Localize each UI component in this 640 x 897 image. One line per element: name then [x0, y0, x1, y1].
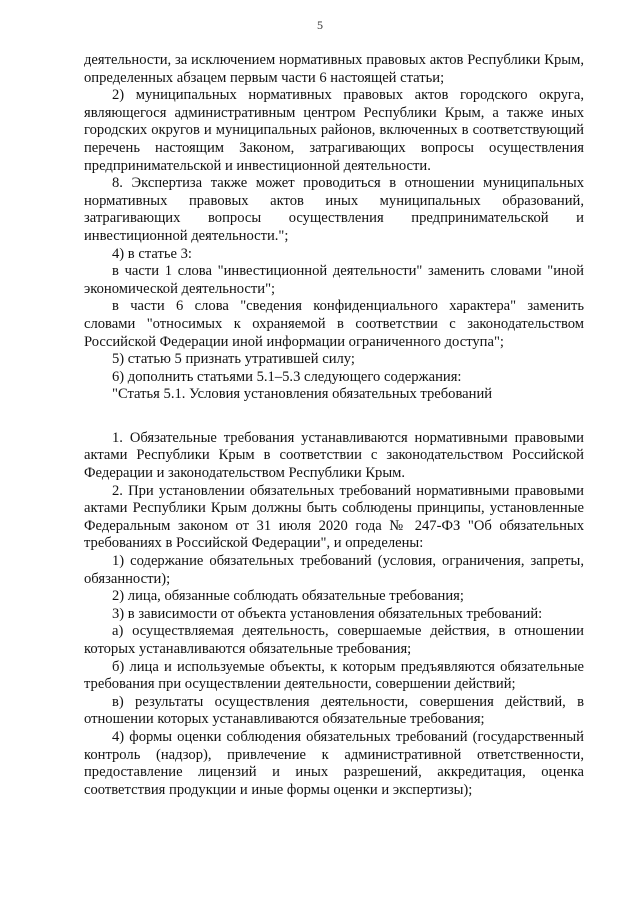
list-subitem-a: а) осуществляемая деятельность, совершаемые действия, в отношении которых устанавливаются обязательные требования; [84, 623, 584, 657]
article-5-1-heading: "Статья 5.1. Условия установления обязательных требований [112, 386, 493, 403]
paragraph-article-3: 4) в статье 3: [112, 245, 192, 262]
document-body [84, 52, 584, 799]
list-subitem-v: в) результаты осуществления деятельности, совершения действий, в отношении которых устанавливаются обязательные требования; [84, 693, 584, 728]
paragraph-point-8: 8. Экспертиза также может проводиться в отношении муниципальных нормативных правовых актов иных муниципальных образований, затрагивающих вопросы осуществления предпринимательской и инвестиционной деятельности."; [84, 175, 584, 244]
paragraph-part-6: в части 6 слова "сведения конфиденциального характера" заменить словами "относимых к охраняемой в соответствии с законодательством Российской Федерации иной информации ограниченного доступа"; [84, 298, 584, 350]
paragraph-part-1: в части 1 слова "инвестиционной деятельности" заменить словами "иной экономической деятельности"; [84, 263, 584, 297]
paragraph-item-2: 2) муниципальных нормативных правовых актов городского округа, являющегося административным центром Республики Крым, а также иных городских округов и муниципальных районов, включенных в соответствующий перечень настоящим Законом, затрагивающих вопросы осуществления предпринимательской и инвестиционной деятельности. [84, 87, 584, 174]
spacer [84, 404, 584, 430]
list-item-content: 1) содержание обязательных требований (условия, ограничения, запреты, обязанности); [84, 553, 584, 587]
paragraph-article-5: 5) статью 5 признать утратившей силу; [112, 351, 355, 368]
list-subitem-b: б) лица и используемые объекты, к которым предъявляются обязательные требования при осуществлении деятельности, совершении действий; [84, 658, 584, 693]
list-item-object: 3) в зависимости от объекта установления обязательных требований: [112, 605, 543, 622]
paragraph-continuation: деятельности, за исключением нормативных правовых актов Республики Крым, определенных абзацем первым части 6 настоящей статьи; [84, 52, 584, 86]
list-item-assessment: 4) формы оценки соблюдения обязательных требований (государственный контроль (надзор), привлечение к административной ответственности, предоставление лицензий и иных разрешений, аккредитация, оценка соответствия продукции и иные формы оценки и экспертизы); [84, 728, 584, 798]
page-number: 5 [317, 18, 323, 32]
paragraph-add-articles: 6) дополнить статьями 5.1–5.3 следующего содержания: [112, 368, 462, 385]
paragraph-requirements-1: 1. Обязательные требования устанавливаются нормативными правовыми актами Республики Крым в соответствии с законодательством Российской Федерации и законодательством Республики Крым. [84, 429, 584, 482]
paragraph-requirements-2: 2. При установлении обязательных требований нормативными правовыми актами Республики Крым должны быть соблюдены принципы, установленные Федеральным законом от 31 июля 2020 года № 247-ФЗ "Об обязательных требованиях в Российской Федерации", и определены: [84, 482, 584, 552]
list-item-persons: 2) лица, обязанные соблюдать обязательные требования; [112, 588, 464, 605]
